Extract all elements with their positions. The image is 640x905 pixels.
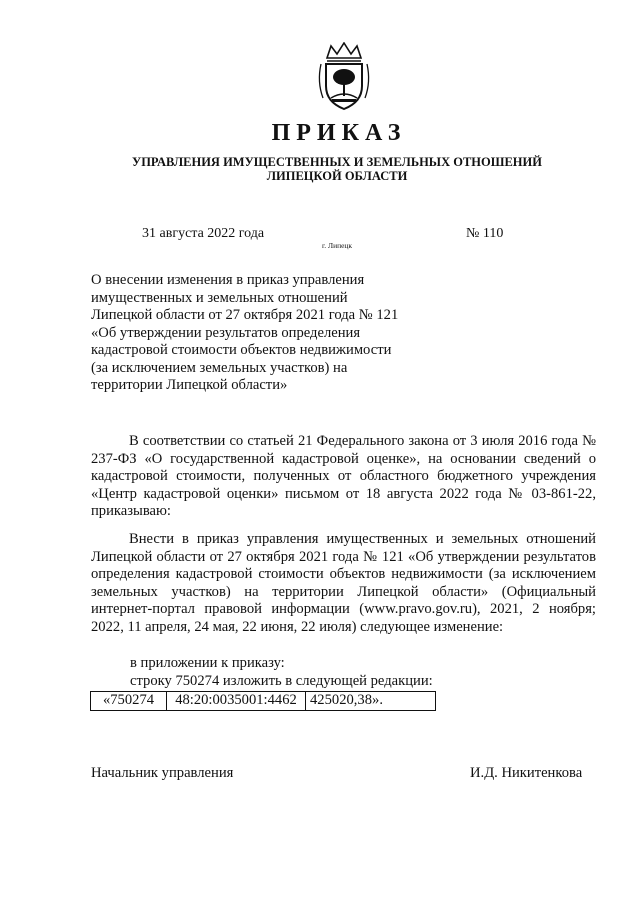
subject-line: имущественных и земельных отношений [91,289,348,306]
cadastral-table [90,691,436,711]
subject-line: территории Липецкой области» [91,377,288,393]
document-date: 31 августа 2022 года [142,226,265,241]
body-line-2: строку 750274 изложить в следующей редакции: [130,673,433,689]
organization-name-line2: ЛИПЕЦКОЙ ОБЛАСТИ [266,169,408,183]
organization-name [0,155,640,183]
document-subject [91,272,421,395]
document-city: г. Липецк [322,241,353,250]
coat-of-arms-icon [315,42,373,112]
document-number: № 110 [466,226,504,241]
signature-position: Начальник управления [91,765,234,781]
table-cell-value: 425020,38». [306,692,436,711]
organization-name-line1: УПРАВЛЕНИЯ ИМУЩЕСТВЕННЫХ И ЗЕМЕЛЬНЫХ ОТНОШЕНИЙ [132,155,542,169]
body-paragraph-1: В соответствии со статьей 21 Федерального закона от 3 июля 2016 года № 237-ФЗ «О государственной кадастровой оценке», на основании сведений о кадастровой стоимости, полученных от областного бюджетного учреждения «Центр кадастровой оценки» письмом от 18 августа 2022 года № 03-861-22, приказываю: [91,433,596,519]
body-line-1: в приложении к приказу: [130,655,285,671]
table-row [91,692,436,711]
body-paragraph-2: Внести в приказ управления имущественных и земельных отношений Липецкой области от 27 октября 2021 года № 121 «Об утверждении результатов определения кадастровой стоимости объектов недвижимости (за исключением земельных участков) на территории Липецкой области» (Официальный интернет-портал правовой информации (www.pravo.gov.ru), 2021, 2 ноября; 2022, 11 апреля, 24 мая, 22 июня, 22 июля) следующее изменение: [91,531,596,635]
subject-line: (за исключением земельных участков) на [91,359,348,376]
signature-name: И.Д. Никитенкова [470,765,583,781]
document-title: ПРИКАЗ [271,120,407,146]
subject-line: «Об утверждении результатов определения [91,324,361,341]
table-cell-cadastral-number: 48:20:0035001:4462 [167,692,306,711]
subject-line: кадастровой стоимости объектов недвижимости [91,342,392,358]
subject-line: Липецкой области от 27 октября 2021 года № 121 [91,307,399,323]
table-cell-number: «750274 [91,692,167,711]
subject-line: О внесении изменения в приказ управления [91,272,365,288]
